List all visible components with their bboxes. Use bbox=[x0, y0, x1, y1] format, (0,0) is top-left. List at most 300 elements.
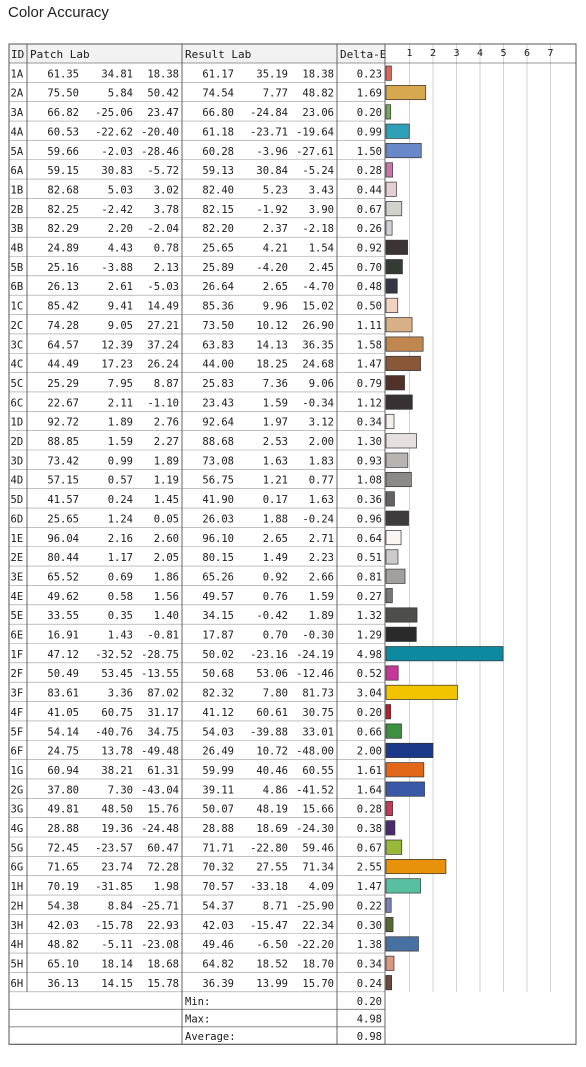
summary-min-value: 0.20 bbox=[356, 995, 382, 1008]
result-lab-value: 25.89 bbox=[202, 261, 234, 274]
result-lab-value: 82.32 bbox=[202, 687, 234, 700]
result-lab-value: 3.90 bbox=[308, 203, 334, 216]
result-lab-value: 22.34 bbox=[302, 919, 334, 932]
row-id: 5E bbox=[10, 610, 24, 623]
patch-lab-value: 49.81 bbox=[47, 803, 79, 816]
result-lab-value: 2.37 bbox=[262, 223, 288, 236]
result-lab-value: -25.90 bbox=[296, 900, 334, 913]
result-lab-value: -0.34 bbox=[302, 397, 334, 410]
patch-lab-value: 0.05 bbox=[153, 513, 179, 526]
delta-e-value: 0.48 bbox=[356, 281, 382, 294]
result-lab-value: 0.70 bbox=[262, 629, 288, 642]
result-lab-value: 48.82 bbox=[302, 87, 334, 100]
delta-e-value: 1.69 bbox=[356, 87, 382, 100]
result-lab-value: -2.18 bbox=[302, 223, 334, 236]
result-lab-value: 3.43 bbox=[308, 184, 334, 197]
patch-lab-value: -23.08 bbox=[141, 939, 179, 952]
result-lab-value: 71.34 bbox=[302, 861, 334, 874]
result-lab-value: 17.87 bbox=[202, 629, 234, 642]
result-lab-value: 30.84 bbox=[256, 165, 288, 178]
delta-e-bar bbox=[386, 414, 394, 428]
delta-e-bar bbox=[386, 569, 405, 583]
delta-e-value: 0.92 bbox=[356, 242, 382, 255]
tick-label: 2 bbox=[429, 48, 437, 59]
patch-lab-value: 60.75 bbox=[101, 706, 133, 719]
result-lab-value: -3.96 bbox=[256, 145, 288, 158]
result-lab-value: 66.80 bbox=[202, 107, 234, 120]
delta-e-value: 1.64 bbox=[356, 784, 382, 797]
result-lab-value: -27.61 bbox=[296, 145, 334, 158]
summary-min-label: Min: bbox=[185, 995, 211, 1008]
delta-e-value: 0.79 bbox=[356, 377, 382, 390]
delta-e-bar bbox=[386, 453, 408, 467]
delta-e-value: 0.67 bbox=[356, 203, 382, 216]
patch-lab-value: 37.24 bbox=[147, 339, 179, 352]
result-lab-value: 26.03 bbox=[202, 513, 234, 526]
delta-e-value: 0.36 bbox=[356, 494, 382, 507]
result-lab-value: 26.64 bbox=[202, 281, 234, 294]
result-lab-value: 34.15 bbox=[202, 610, 234, 623]
patch-lab-value: -5.11 bbox=[101, 939, 133, 952]
result-lab-value: 54.37 bbox=[202, 900, 234, 913]
row-id: 4D bbox=[10, 474, 24, 487]
patch-lab-value: -5.72 bbox=[147, 165, 179, 178]
patch-lab-value: 26.13 bbox=[47, 281, 79, 294]
row-id: 3G bbox=[10, 803, 24, 816]
result-lab-value: 18.25 bbox=[256, 358, 288, 371]
patch-lab-value: 14.15 bbox=[101, 977, 133, 990]
result-lab-value: 48.19 bbox=[256, 803, 288, 816]
patch-lab-value: 50.42 bbox=[147, 87, 179, 100]
delta-e-value: 1.47 bbox=[356, 881, 382, 894]
result-lab-value: 39.11 bbox=[202, 784, 234, 797]
patch-lab-value: 25.29 bbox=[47, 377, 79, 390]
delta-e-bar bbox=[386, 492, 394, 506]
patch-lab-value: 3.36 bbox=[107, 687, 133, 700]
result-lab-value: 61.18 bbox=[202, 126, 234, 139]
result-lab-value: 82.40 bbox=[202, 184, 234, 197]
patch-lab-value: 41.05 bbox=[47, 706, 79, 719]
delta-e-value: 0.70 bbox=[356, 261, 382, 274]
result-lab-value: 1.59 bbox=[308, 590, 334, 603]
delta-e-bar bbox=[386, 859, 446, 873]
result-lab-value: -0.30 bbox=[302, 629, 334, 642]
result-lab-value: 65.26 bbox=[202, 571, 234, 584]
delta-e-value: 0.34 bbox=[356, 416, 382, 429]
delta-e-value: 0.20 bbox=[356, 107, 382, 120]
result-lab-value: 7.36 bbox=[262, 377, 288, 390]
patch-lab-value: 3.78 bbox=[153, 203, 179, 216]
result-lab-value: 0.77 bbox=[308, 474, 334, 487]
row-id: 3C bbox=[10, 339, 24, 352]
row-id: 1H bbox=[10, 881, 24, 894]
patch-lab-value: 2.61 bbox=[107, 281, 133, 294]
row-id: 4E bbox=[10, 590, 24, 603]
result-lab-value: 2.66 bbox=[308, 571, 334, 584]
result-lab-value: 50.68 bbox=[202, 668, 234, 681]
delta-e-value: 0.66 bbox=[356, 726, 382, 739]
patch-lab-value: 17.23 bbox=[101, 358, 133, 371]
delta-e-value: 1.58 bbox=[356, 339, 382, 352]
patch-lab-value: 96.04 bbox=[47, 532, 79, 545]
delta-e-bar bbox=[386, 434, 417, 448]
patch-lab-value: -24.48 bbox=[141, 823, 179, 835]
result-lab-value: 15.66 bbox=[302, 803, 334, 816]
delta-e-bar bbox=[386, 240, 408, 254]
row-id: 4B bbox=[10, 242, 24, 255]
delta-e-value: 0.51 bbox=[356, 552, 382, 565]
result-lab-value: -39.88 bbox=[250, 726, 288, 739]
delta-e-bar bbox=[386, 647, 503, 661]
patch-lab-value: 82.25 bbox=[47, 203, 79, 216]
patch-lab-value: 85.42 bbox=[47, 300, 79, 313]
patch-lab-value: 47.12 bbox=[47, 648, 79, 661]
delta-e-value: 0.67 bbox=[356, 842, 382, 855]
result-lab-value: 41.90 bbox=[202, 494, 234, 507]
patch-lab-value: -0.81 bbox=[147, 629, 179, 642]
delta-e-value: 0.81 bbox=[356, 571, 382, 584]
row-id: 2C bbox=[10, 319, 24, 332]
result-lab-value: 50.07 bbox=[202, 803, 234, 816]
delta-e-value: 1.38 bbox=[356, 939, 382, 952]
patch-lab-value: 60.53 bbox=[47, 126, 79, 139]
result-lab-value: 4.86 bbox=[262, 784, 288, 797]
delta-e-value: 0.22 bbox=[356, 900, 382, 913]
result-lab-value: 1.63 bbox=[262, 455, 288, 468]
patch-lab-value: 15.78 bbox=[147, 977, 179, 990]
delta-e-bar bbox=[386, 182, 396, 196]
result-lab-value: 56.75 bbox=[202, 474, 234, 487]
result-lab-value: 36.35 bbox=[302, 339, 334, 352]
result-lab-value: -12.46 bbox=[296, 668, 334, 681]
result-lab-value: 35.19 bbox=[256, 68, 288, 81]
result-lab-value: 26.90 bbox=[302, 319, 334, 332]
delta-e-bar bbox=[386, 608, 417, 622]
patch-lab-value: -15.78 bbox=[95, 919, 133, 932]
patch-lab-value: 2.76 bbox=[153, 416, 179, 429]
patch-lab-value: 49.62 bbox=[47, 590, 79, 603]
result-lab-value: 60.55 bbox=[302, 764, 334, 777]
delta-e-bar bbox=[386, 763, 424, 777]
result-lab-value: 5.23 bbox=[262, 184, 288, 197]
result-lab-value: 0.92 bbox=[262, 571, 288, 584]
result-lab-value: 15.02 bbox=[302, 300, 334, 313]
result-lab-value: -24.30 bbox=[296, 823, 334, 835]
delta-e-value: 1.30 bbox=[356, 436, 382, 448]
row-id: 1F bbox=[10, 648, 24, 661]
patch-lab-value: -32.52 bbox=[95, 648, 133, 661]
result-lab-value: 18.52 bbox=[256, 958, 288, 971]
patch-lab-value: -3.88 bbox=[101, 261, 133, 274]
result-lab-value: -23.71 bbox=[250, 126, 288, 139]
patch-lab-value: -31.85 bbox=[95, 881, 133, 894]
patch-lab-value: 26.24 bbox=[147, 358, 179, 371]
patch-lab-value: -28.75 bbox=[141, 648, 179, 661]
patch-lab-value: 41.57 bbox=[47, 494, 79, 507]
row-id: 1G bbox=[10, 764, 24, 777]
patch-lab-value: 1.45 bbox=[153, 494, 179, 507]
result-lab-value: 64.82 bbox=[202, 958, 234, 971]
patch-lab-value: 0.99 bbox=[107, 455, 133, 468]
delta-e-bar bbox=[386, 782, 425, 796]
result-lab-value: 61.17 bbox=[202, 68, 234, 81]
row-id: 2H bbox=[10, 900, 24, 913]
delta-e-bar bbox=[386, 66, 391, 80]
row-id: 4A bbox=[10, 126, 24, 139]
row-id: 1B bbox=[10, 184, 24, 197]
result-lab-value: 60.28 bbox=[202, 145, 234, 158]
delta-e-value: 1.61 bbox=[356, 764, 382, 777]
patch-lab-value: 61.31 bbox=[147, 764, 179, 777]
patch-lab-value: 53.45 bbox=[101, 668, 133, 681]
result-lab-value: 88.68 bbox=[202, 436, 234, 448]
delta-e-bar bbox=[386, 260, 402, 274]
patch-lab-value: 0.35 bbox=[107, 610, 133, 623]
delta-e-value: 1.47 bbox=[356, 358, 382, 371]
result-lab-value: 1.89 bbox=[308, 610, 334, 623]
patch-lab-value: 1.24 bbox=[107, 513, 133, 526]
patch-lab-value: 2.05 bbox=[153, 552, 179, 565]
patch-lab-value: 5.03 bbox=[107, 184, 133, 197]
delta-e-value: 1.50 bbox=[356, 145, 382, 158]
result-lab-value: 18.70 bbox=[302, 958, 334, 971]
header-patch-lab: Patch Lab bbox=[30, 48, 90, 61]
result-lab-value: -23.16 bbox=[250, 648, 288, 661]
patch-lab-value: 2.20 bbox=[107, 223, 133, 236]
delta-e-value: 0.99 bbox=[356, 126, 382, 139]
patch-lab-value: 24.75 bbox=[47, 745, 79, 758]
patch-lab-value: -25.06 bbox=[95, 107, 133, 120]
patch-lab-value: 83.61 bbox=[47, 687, 79, 700]
result-lab-value: 26.49 bbox=[202, 745, 234, 758]
row-id: 1C bbox=[10, 300, 24, 313]
result-lab-value: 25.65 bbox=[202, 242, 234, 255]
patch-lab-value: 72.45 bbox=[47, 842, 79, 855]
result-lab-value: 1.54 bbox=[308, 242, 334, 255]
result-lab-value: 74.54 bbox=[202, 87, 234, 100]
result-lab-value: 82.15 bbox=[202, 203, 234, 216]
result-lab-value: 2.45 bbox=[308, 261, 334, 274]
delta-e-value: 2.00 bbox=[356, 745, 382, 758]
patch-lab-value: 75.50 bbox=[47, 87, 79, 100]
row-id: 6B bbox=[10, 281, 24, 294]
delta-e-bar bbox=[386, 356, 421, 370]
delta-e-value: 1.29 bbox=[356, 629, 382, 642]
delta-e-bar bbox=[386, 85, 426, 99]
result-lab-value: 27.55 bbox=[256, 861, 288, 874]
result-lab-value: 14.13 bbox=[256, 339, 288, 352]
result-lab-value: -5.24 bbox=[302, 165, 334, 178]
row-id: 4F bbox=[10, 706, 24, 719]
patch-lab-value: -43.04 bbox=[141, 784, 179, 797]
patch-lab-value: 64.57 bbox=[47, 339, 79, 352]
result-lab-value: 2.65 bbox=[262, 532, 288, 545]
delta-e-bar bbox=[386, 705, 391, 719]
delta-e-bar bbox=[386, 801, 393, 815]
delta-e-bar bbox=[386, 975, 392, 989]
delta-e-bar bbox=[386, 550, 398, 564]
patch-lab-value: 48.82 bbox=[47, 939, 79, 952]
patch-lab-value: -2.42 bbox=[101, 203, 133, 216]
patch-lab-value: -13.55 bbox=[141, 668, 179, 681]
result-lab-value: 92.64 bbox=[202, 416, 234, 429]
result-lab-value: -15.47 bbox=[250, 919, 288, 932]
patch-lab-value: 73.42 bbox=[47, 455, 79, 468]
patch-lab-value: 72.28 bbox=[147, 861, 179, 874]
result-lab-value: 54.03 bbox=[202, 726, 234, 739]
delta-e-bar bbox=[386, 917, 393, 931]
row-id: 5H bbox=[10, 958, 24, 971]
result-lab-value: 85.36 bbox=[202, 300, 234, 313]
result-lab-value: 0.17 bbox=[262, 494, 288, 507]
patch-lab-value: 57.15 bbox=[47, 474, 79, 487]
delta-e-bar bbox=[386, 840, 402, 854]
result-lab-value: -4.20 bbox=[256, 261, 288, 274]
row-id: 4C bbox=[10, 358, 24, 371]
result-lab-value: 30.75 bbox=[302, 706, 334, 719]
patch-lab-value: 28.88 bbox=[47, 823, 79, 835]
patch-lab-value: 82.68 bbox=[47, 184, 79, 197]
result-lab-value: 70.57 bbox=[202, 881, 234, 894]
patch-lab-value: 60.94 bbox=[47, 764, 79, 777]
delta-e-value: 2.55 bbox=[356, 861, 382, 874]
result-lab-value: 15.70 bbox=[302, 977, 334, 990]
delta-e-bar bbox=[386, 221, 392, 235]
tick-label: 4 bbox=[476, 48, 484, 59]
result-lab-value: 2.53 bbox=[262, 436, 288, 448]
patch-lab-value: -5.03 bbox=[147, 281, 179, 294]
row-id: 6E bbox=[10, 629, 24, 642]
result-lab-value: 8.71 bbox=[262, 900, 288, 913]
delta-e-value: 0.50 bbox=[356, 300, 382, 313]
result-lab-value: 41.12 bbox=[202, 706, 234, 719]
result-lab-value: 13.99 bbox=[256, 977, 288, 990]
result-lab-value: 1.49 bbox=[262, 552, 288, 565]
patch-lab-value: 24.89 bbox=[47, 242, 79, 255]
delta-e-value: 0.24 bbox=[356, 977, 382, 990]
delta-e-value: 0.44 bbox=[356, 184, 382, 197]
patch-lab-value: 31.17 bbox=[147, 706, 179, 719]
delta-e-bar bbox=[386, 956, 394, 970]
header-delta-e: Delta-E bbox=[340, 48, 387, 61]
result-lab-value: 0.76 bbox=[262, 590, 288, 603]
result-lab-value: 1.21 bbox=[262, 474, 288, 487]
result-lab-value: 1.63 bbox=[308, 494, 334, 507]
patch-lab-value: 27.21 bbox=[147, 319, 179, 332]
patch-lab-value: 42.03 bbox=[47, 919, 79, 932]
patch-lab-value: 22.93 bbox=[147, 919, 179, 932]
row-id: 6G bbox=[10, 861, 24, 874]
delta-e-bar bbox=[386, 879, 421, 893]
patch-lab-value: 71.65 bbox=[47, 861, 79, 874]
result-lab-value: 96.10 bbox=[202, 532, 234, 545]
summary-max-label: Max: bbox=[185, 1013, 211, 1026]
result-lab-value: -22.80 bbox=[250, 842, 288, 855]
delta-e-bar bbox=[386, 627, 416, 641]
patch-lab-value: 60.47 bbox=[147, 842, 179, 855]
patch-lab-value: 33.55 bbox=[47, 610, 79, 623]
row-id: 5A bbox=[10, 145, 24, 158]
result-lab-value: 1.88 bbox=[262, 513, 288, 526]
row-id: 3F bbox=[10, 687, 24, 700]
result-lab-value: 1.59 bbox=[262, 397, 288, 410]
delta-e-bar bbox=[386, 105, 391, 119]
result-lab-value: 1.97 bbox=[262, 416, 288, 429]
patch-lab-value: 66.82 bbox=[47, 107, 79, 120]
patch-lab-value: -22.62 bbox=[95, 126, 133, 139]
patch-lab-value: 1.89 bbox=[107, 416, 133, 429]
patch-lab-value: 82.29 bbox=[47, 223, 79, 236]
result-lab-value: -0.24 bbox=[302, 513, 334, 526]
patch-lab-value: 18.38 bbox=[147, 68, 179, 81]
result-lab-value: 50.02 bbox=[202, 648, 234, 661]
result-lab-value: 44.00 bbox=[202, 358, 234, 371]
patch-lab-value: 1.43 bbox=[107, 629, 133, 642]
patch-lab-value: 80.44 bbox=[47, 552, 79, 565]
row-id: 3D bbox=[10, 455, 24, 468]
patch-lab-value: 65.10 bbox=[47, 958, 79, 971]
delta-e-bar bbox=[386, 124, 409, 138]
result-lab-value: 59.46 bbox=[302, 842, 334, 855]
patch-lab-value: 23.47 bbox=[147, 107, 179, 120]
delta-e-value: 0.96 bbox=[356, 513, 382, 526]
row-id: 6H bbox=[10, 977, 24, 990]
patch-lab-value: 18.68 bbox=[147, 958, 179, 971]
delta-e-bar bbox=[386, 201, 402, 215]
row-id: 2B bbox=[10, 203, 24, 216]
result-lab-value: 80.15 bbox=[202, 552, 234, 565]
result-lab-value: 53.06 bbox=[256, 668, 288, 681]
patch-lab-value: 2.11 bbox=[107, 397, 133, 410]
patch-lab-value: 1.17 bbox=[107, 552, 133, 565]
delta-e-bar bbox=[386, 530, 401, 544]
patch-lab-value: 5.84 bbox=[107, 87, 133, 100]
result-lab-value: 63.83 bbox=[202, 339, 234, 352]
patch-lab-value: 59.15 bbox=[47, 165, 79, 178]
result-lab-value: 24.68 bbox=[302, 358, 334, 371]
tick-label: 7 bbox=[547, 48, 554, 59]
result-lab-value: -19.64 bbox=[296, 126, 334, 139]
result-lab-value: 42.03 bbox=[202, 919, 234, 932]
result-lab-value: 49.57 bbox=[202, 590, 234, 603]
row-id: 4G bbox=[10, 823, 24, 835]
patch-lab-value: 1.40 bbox=[153, 610, 179, 623]
result-lab-value: 23.43 bbox=[202, 397, 234, 410]
result-lab-value: 73.08 bbox=[202, 455, 234, 468]
result-lab-value: 4.21 bbox=[262, 242, 288, 255]
delta-e-value: 0.64 bbox=[356, 532, 382, 545]
delta-e-value: 0.93 bbox=[356, 455, 382, 468]
delta-e-bar bbox=[386, 395, 412, 409]
patch-lab-value: 15.76 bbox=[147, 803, 179, 816]
patch-lab-value: 34.75 bbox=[147, 726, 179, 739]
delta-e-value: 0.52 bbox=[356, 668, 382, 681]
patch-lab-value: 54.38 bbox=[47, 900, 79, 913]
result-lab-value: -0.42 bbox=[256, 610, 288, 623]
delta-e-bar bbox=[386, 743, 433, 757]
tick-label: 5 bbox=[500, 48, 507, 59]
patch-lab-value: 13.78 bbox=[101, 745, 133, 758]
row-id: 6A bbox=[10, 165, 24, 178]
row-id: 2A bbox=[10, 87, 24, 100]
row-id: 6C bbox=[10, 397, 24, 410]
table-border bbox=[9, 44, 576, 1044]
patch-lab-value: -2.04 bbox=[147, 223, 179, 236]
result-lab-value: -24.19 bbox=[296, 648, 334, 661]
patch-lab-value: 65.52 bbox=[47, 571, 79, 584]
row-id: 1E bbox=[10, 532, 24, 545]
patch-lab-value: 0.58 bbox=[107, 590, 133, 603]
